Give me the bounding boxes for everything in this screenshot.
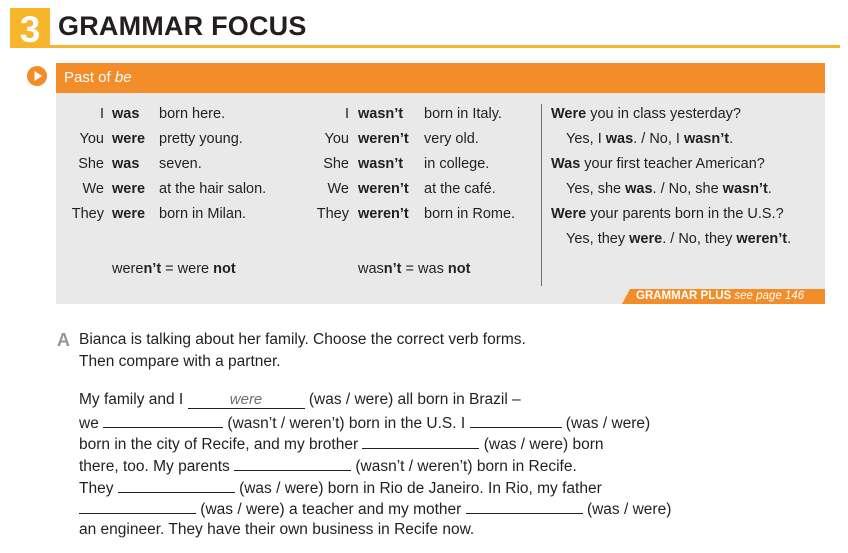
aff-subject: We xyxy=(82,181,104,197)
play-icon[interactable] xyxy=(27,66,47,86)
neg-rest: born in Rome. xyxy=(424,206,516,222)
aff-subject: I xyxy=(99,106,104,122)
answer-line: Yes, they were. / No, they weren’t. xyxy=(566,231,792,247)
answer-blank[interactable] xyxy=(466,497,583,514)
answer-blank[interactable] xyxy=(362,432,479,449)
question-line: Were your parents born in the U.S.? xyxy=(551,206,784,222)
exercise-line: born in the city of Recife, and my brother (was / were) born xyxy=(79,432,604,456)
aff-verb: were xyxy=(112,181,146,197)
exercise-line: an engineer. They have their own business in Recife now. xyxy=(79,521,475,538)
question-line: Was your first teacher American? xyxy=(551,156,765,172)
aff-subject: You xyxy=(79,131,104,147)
answer-blank[interactable] xyxy=(234,454,351,471)
aff-verb: were xyxy=(112,206,146,222)
exercise-letter: A xyxy=(57,330,70,350)
exercise-instruction: Then compare with a partner. xyxy=(79,353,281,370)
aff-verb: were xyxy=(112,131,146,147)
neg-rest: born in Italy. xyxy=(424,106,502,122)
exercise-line: They (was / were) born in Rio de Janeiro. In Rio, my father xyxy=(79,476,602,500)
neg-verb: weren’t xyxy=(358,206,409,222)
neg-subject: You xyxy=(324,131,349,147)
answer-blank[interactable] xyxy=(470,411,562,428)
neg-rest: at the café. xyxy=(424,181,496,197)
answer-line: Yes, she was. / No, she wasn’t. xyxy=(566,181,772,197)
aff-rest: at the hair salon. xyxy=(159,181,267,197)
neg-subject: They xyxy=(316,206,349,222)
grammar-header-title: Past of be xyxy=(64,69,132,86)
section-number: 3 xyxy=(19,9,41,50)
neg-subject: She xyxy=(323,156,349,172)
answer-line: Yes, I was. / No, I wasn’t. xyxy=(566,131,734,147)
column-divider xyxy=(541,104,542,286)
question-line: Were you in class yesterday? xyxy=(551,106,741,122)
neg-verb: weren’t xyxy=(358,131,409,147)
aff-subject: They xyxy=(71,206,104,222)
neg-verb: weren’t xyxy=(358,181,409,197)
answer-blank[interactable]: were xyxy=(188,392,305,409)
neg-verb: wasn’t xyxy=(358,106,404,122)
aff-verb: was xyxy=(112,156,140,172)
contraction-right: wasn’t = was not xyxy=(358,261,471,277)
section-title: GRAMMAR FOCUS xyxy=(58,11,307,41)
aff-subject: She xyxy=(78,156,104,172)
exercise-instruction: Bianca is talking about her family. Choose the correct verb forms. xyxy=(79,331,526,348)
aff-rest: pretty young. xyxy=(159,131,243,147)
answer-blank[interactable] xyxy=(103,411,223,428)
aff-rest: seven. xyxy=(159,156,202,172)
neg-subject: We xyxy=(327,181,349,197)
exercise-line: we (wasn’t / weren’t) born in the U.S. I (was / were) xyxy=(79,411,650,435)
exercise-line: My family and I were (was / were) all born in Brazil – xyxy=(79,391,521,408)
section-number-box xyxy=(10,8,50,48)
neg-verb: wasn’t xyxy=(358,156,404,172)
aff-verb: was xyxy=(112,106,140,122)
neg-rest: in college. xyxy=(424,156,490,172)
neg-rest: very old. xyxy=(424,131,479,147)
contraction-left: weren’t = were not xyxy=(112,261,236,277)
neg-subject: I xyxy=(344,106,349,122)
exercise-line: there, too. My parents (wasn’t / weren’t) born in Recife. xyxy=(79,454,577,478)
title-underline xyxy=(50,45,840,48)
aff-rest: born in Milan. xyxy=(159,206,247,222)
answer-blank[interactable] xyxy=(79,497,196,514)
answer-blank[interactable] xyxy=(118,476,235,493)
exercise-line: (was / were) a teacher and my mother (was / were) xyxy=(79,497,671,521)
grammar-header-bar xyxy=(56,63,825,93)
aff-rest: born here. xyxy=(159,106,226,122)
grammar-plus-link[interactable]: GRAMMAR PLUS see page 146 xyxy=(636,290,805,302)
